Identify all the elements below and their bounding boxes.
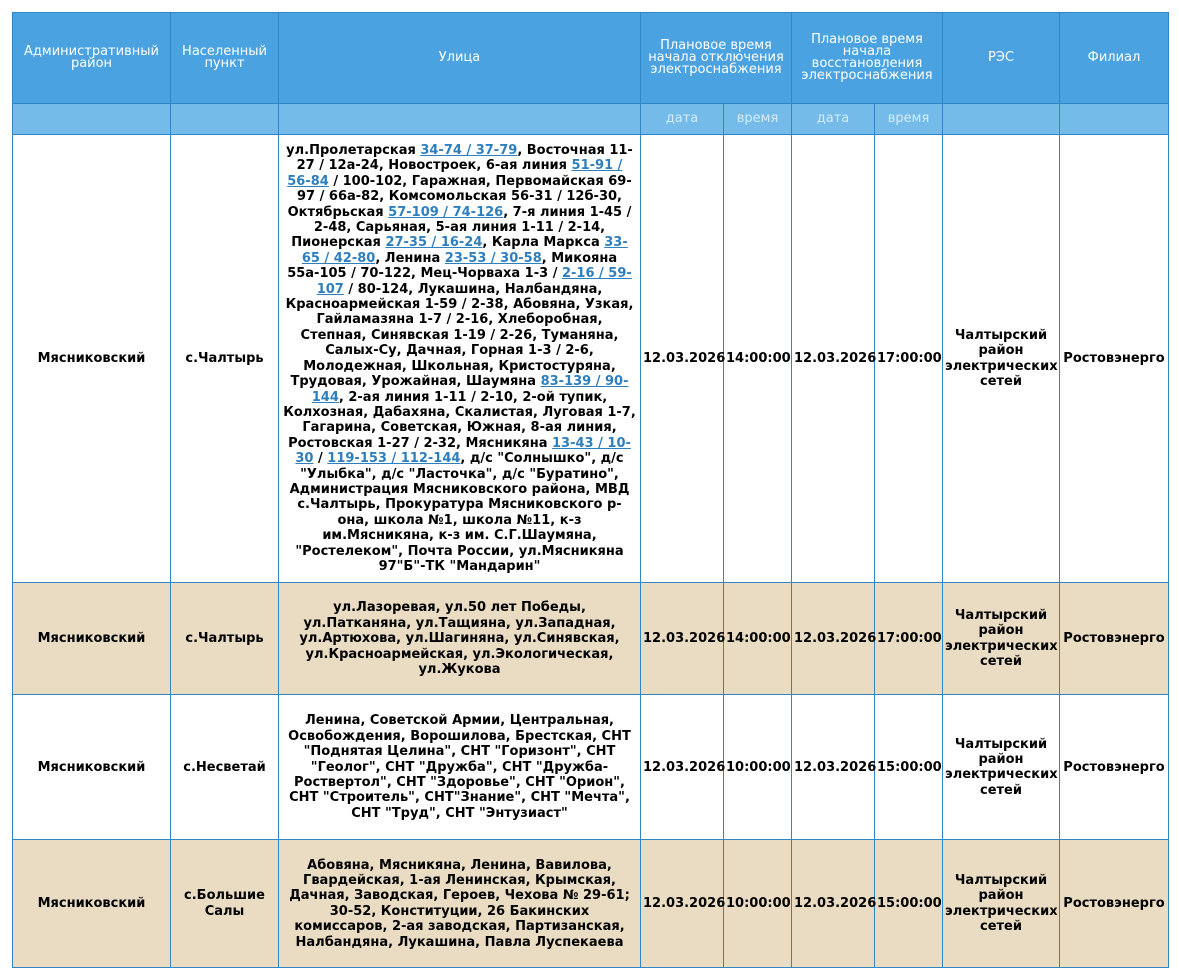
cell-res: Чалтырский район электрических сетей [943, 135, 1060, 583]
subheader-on-date: дата [792, 104, 875, 135]
cell-res: Чалтырский район электрических сетей [943, 695, 1060, 840]
header-off-time: Плановое время начала отключения электроснабжения [641, 13, 792, 104]
cell-on-date: 12.03.2026 [792, 840, 875, 968]
cell-on-time: 15:00:00 [875, 695, 943, 840]
subheader-empty [279, 104, 641, 135]
cell-locality: с.Несветай [171, 695, 279, 840]
cell-off-date: 12.03.2026 [641, 135, 724, 583]
subheader-empty [943, 104, 1060, 135]
cell-district: Мясниковский [13, 135, 171, 583]
cell-street: ул.Пролетарская 34-74 / 37-79, Восточная 11-27 / 12а-24, Новостроек, 6-ая линия 51-91 / 56-84 / 100-102, Гаражная, Первомайская 69-97 / 66а-82, Комсомольская 56-31 / 12б-30, Октябрьская 57-109 / 74-126, 7-я линия 1-45 / 2-48, Сарьяная, 5-ая линия 1-11 / 2-14, Пионерская 27-35 / 16-24, Карла Маркса 33-65 / 42-80, Ленина 23-53 / 30-58, Микояна 55а-105 / 70-122, Мец-Чорваха 1-3 / 2-16 / 59-107 / 80-124, Лукашина, Налбандяна, Красноармейская 1-59 / 2-38, Абовяна, Узкая, Гайламазяна 1-7 / 2-16, Хлеборобная, Степная, Синявская 1-19 / 2-26, Туманяна, Салых-Су, Дачная, Горная 1-3 / 2-6, Молодежная, Школьная, Кристостуряна, Трудовая, Урожайная, Шаумяна 83-139 / 90-144, 2-ая линия 1-11 / 2-10, 2-ой тупик, Колхозная, Дабахяна, Скалистая, Луговая 1-7, Гагарина, Советская, Южная, 8-ая линия, Ростовская 1-27 / 2-32, Мясникяна 13-43 / 10-30 / 119-153 / 112-144, д/с "Солнышко", д/с "Улыбка", д/с "Ласточка", д/с "Буратино", Администрация Мясниковского района, МВД с.Чалтырь, Прокуратура Мясниковского р-она, школа №1, школа №11, к-з им.Мясникяна, к-з им. С.Г.Шаумяна, "Ростелеком", Почта России, ул.Мясникяна 97"Б"-ТК "Мандарин" [279, 135, 641, 583]
subheader-row [13, 104, 1169, 135]
table-row [13, 135, 1169, 583]
street-house-range-link[interactable]: 34-74 / 37-79 [420, 143, 518, 158]
header-row [13, 13, 1169, 104]
header-branch: Филиал [1060, 13, 1169, 104]
header-on-time: Плановое время начала восстановления электроснабжения [792, 13, 943, 104]
cell-on-date: 12.03.2026 [792, 695, 875, 840]
cell-street: Ленина, Советской Армии, Центральная, Освобождения, Ворошилова, Брестская, СНТ "Поднятая Целина", СНТ "Горизонт", СНТ "Геолог", СНТ "Дружба", СНТ "Дружба-Роствертол", СНТ "Здоровье", СНТ "Орион", СНТ "Строитель", СНТ"Знание", СНТ "Мечта", СНТ "Труд", СНТ "Энтузиаст" [279, 695, 641, 840]
cell-off-time: 10:00:00 [724, 695, 792, 840]
cell-district: Мясниковский [13, 583, 171, 695]
street-house-range-link[interactable]: 83-139 / 90-144 [311, 374, 629, 405]
outage-table [12, 12, 1169, 968]
street-house-range-link[interactable]: 51-91 / 56-84 [287, 158, 623, 189]
cell-off-time: 14:00:00 [724, 135, 792, 583]
subheader-empty [13, 104, 171, 135]
subheader-off-date: дата [641, 104, 724, 135]
cell-on-time: 15:00:00 [875, 840, 943, 968]
cell-off-date: 12.03.2026 [641, 583, 724, 695]
cell-off-date: 12.03.2026 [641, 695, 724, 840]
table-row [13, 695, 1169, 840]
street-house-range-link[interactable]: 57-109 / 74-126 [388, 204, 504, 220]
cell-res: Чалтырский район электрических сетей [943, 583, 1060, 695]
cell-on-time: 17:00:00 [875, 135, 943, 583]
street-house-range-link[interactable]: 27-35 / 16-24 [385, 235, 483, 251]
outage-schedule [12, 12, 1168, 968]
cell-off-time: 14:00:00 [724, 583, 792, 695]
cell-district: Мясниковский [13, 840, 171, 968]
cell-off-time: 10:00:00 [724, 840, 792, 968]
street-house-range-link[interactable]: 2-16 / 59-107 [316, 266, 632, 297]
cell-off-date: 12.03.2026 [641, 840, 724, 968]
cell-locality: с.Чалтырь [171, 583, 279, 695]
header-district: Административный район [13, 13, 171, 104]
cell-district: Мясниковский [13, 695, 171, 840]
cell-street: Абовяна, Мясникяна, Ленина, Вавилова, Гвардейская, 1-ая Ленинская, Крымская, Дачная, Заводская, Героев, Чехова № 29-61; 30-52, Конституции, 26 Бакинских комиссаров, 2-ая заводская, Партизанская, Налбандяна, Лукашина, Павла Луспекаева [279, 840, 641, 968]
street-house-range-link[interactable]: 23-53 / 30-58 [444, 250, 542, 266]
subheader-on-time: время [875, 104, 943, 135]
cell-locality: с.Чалтырь [171, 135, 279, 583]
street-house-range-link[interactable]: 13-43 / 10-30 [295, 435, 631, 467]
cell-res: Чалтырский район электрических сетей [943, 840, 1060, 968]
cell-branch: Ростовэнерго [1060, 135, 1169, 583]
subheader-off-time: время [724, 104, 792, 135]
cell-on-date: 12.03.2026 [792, 135, 875, 583]
header-street: Улица [279, 13, 641, 104]
cell-branch: Ростовэнерго [1060, 583, 1169, 695]
subheader-empty [171, 104, 279, 135]
table-row [13, 583, 1169, 695]
cell-branch: Ростовэнерго [1060, 695, 1169, 840]
header-res: РЭС [943, 13, 1060, 104]
cell-on-time: 17:00:00 [875, 583, 943, 695]
subheader-empty [1060, 104, 1169, 135]
street-house-range-link[interactable]: 33-65 / 42-80 [301, 235, 628, 266]
cell-on-date: 12.03.2026 [792, 583, 875, 695]
cell-street: ул.Лазоревая, ул.50 лет Победы, ул.Патканяна, ул.Тащияна, ул.Западная, ул.Артюхова, ул.Шагиняна, ул.Синявская, ул.Красноармейская, ул.Экологическая, ул.Жукова [279, 583, 641, 695]
header-locality: Населенный пункт [171, 13, 279, 104]
cell-branch: Ростовэнерго [1060, 840, 1169, 968]
street-house-range-link[interactable]: 119-153 / 112-144 [327, 451, 461, 467]
cell-locality: с.Большие Салы [171, 840, 279, 968]
table-row [13, 840, 1169, 968]
